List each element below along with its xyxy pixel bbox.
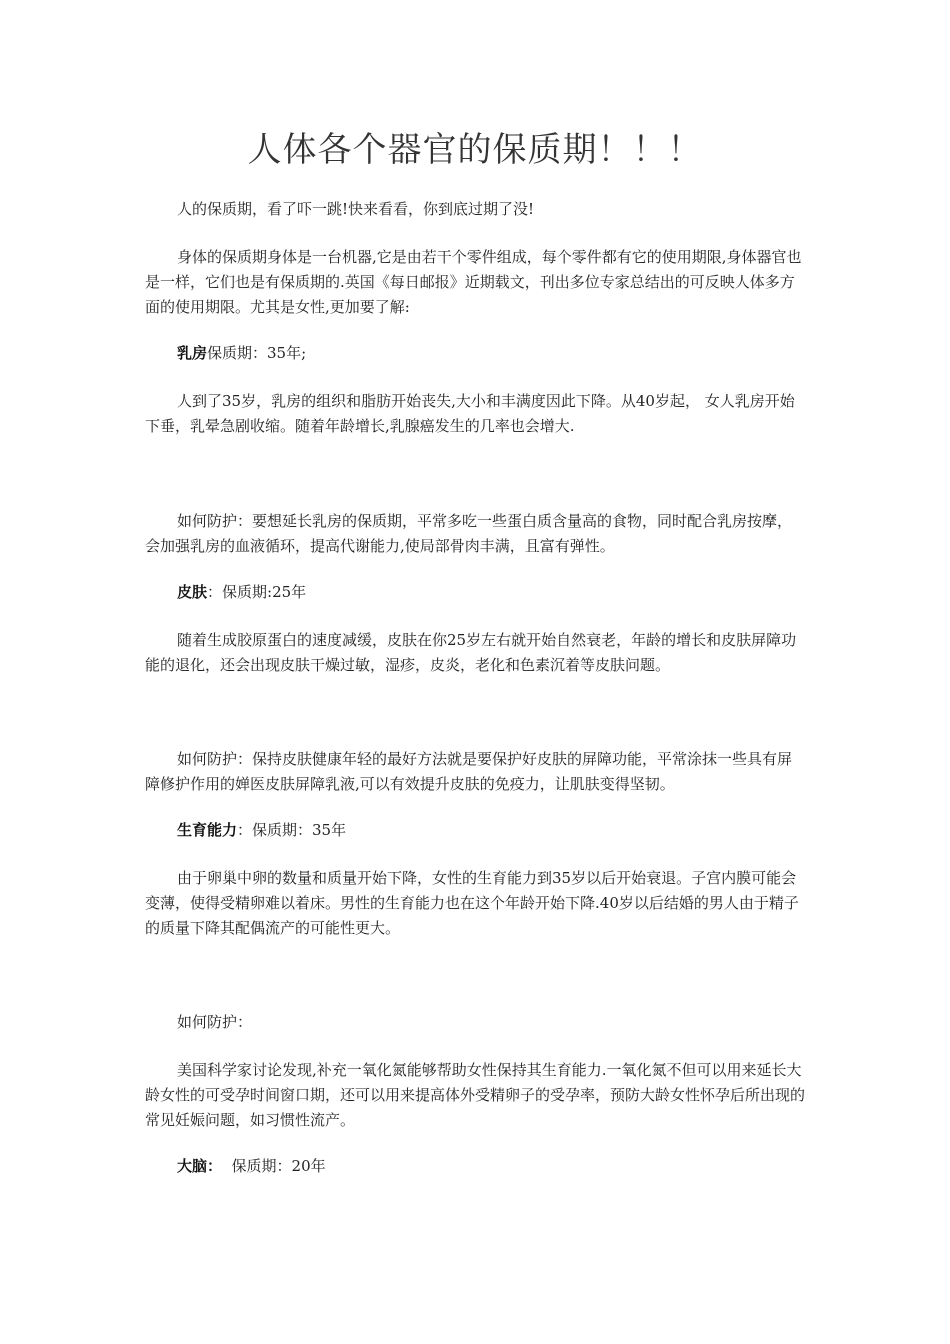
breast-description: 人到了35岁，乳房的组织和脂肪开始丧失,大小和丰满度因此下降。从40岁起， 女人乳房开始下垂，乳晕急剧收缩。随着年龄增长,乳腺癌发生的几率也会增大. (145, 392, 795, 435)
fertility-protection-detail: 美国科学家讨论发现,补充一氧化氮能够帮助女性保持其生育能力.一氧化氮不但可以用来延长大龄女性的可受孕时间窗口期，还可以用来提高体外受精卵子的受孕率，预防大龄女性怀孕后所出现的常见妊娠问题，如习惯性流产。 (145, 1061, 806, 1129)
skin-description: 随着生成胶原蛋白的速度减缓，皮肤在你25岁左右就开始自然衰老，年龄的增长和皮肤屏障功能的退化，还会出现皮肤干燥过敏，湿疹，皮炎，老化和色素沉着等皮肤问题。 (145, 631, 797, 674)
breast-protection: 如何防护：要想延长乳房的保质期，平常多吃一些蛋白质含量高的食物，同时配合乳房按摩，会加强乳房的血液循环，提高代谢能力,使局部骨肉丰满，且富有弹性。 (145, 512, 793, 555)
skin-heading (145, 580, 805, 605)
skin-protection: 如何防护：保持皮肤健康年轻的最好方法就是要保护好皮肤的屏障功能，平常涂抹一些具有屏障修护作用的婵医皮肤屏障乳液,可以有效提升皮肤的免疫力，让肌肤变得坚韧。 (145, 750, 793, 793)
fertility-label: 生育能力 (177, 821, 238, 839)
page-title: 人体各个器官的保质期！！！ (247, 130, 703, 170)
fertility-period: ：保质期：35年 (237, 821, 347, 839)
brain-label: 大脑： (177, 1157, 223, 1175)
brain-heading (145, 1154, 805, 1179)
breast-heading (145, 341, 805, 366)
skin-label: 皮肤 (177, 583, 208, 601)
fertility-heading (145, 818, 805, 843)
intro-paragraph: 人的保质期，看了吓一跳!快来看看，你到底过期了没! (177, 200, 535, 218)
brain-period: 保质期：20年 (222, 1157, 326, 1175)
breast-period: 保质期：35年; (207, 344, 307, 362)
fertility-description: 由于卵巢中卵的数量和质量开始下降，女性的生育能力到35岁以后开始衰退。子宫内膜可能会变薄，使得受精卵难以着床。男性的生育能力也在这个年龄开始下降.40岁以后结婚的男人由于精子的质量下降其配偶流产的可能性更大。 (145, 869, 799, 937)
skin-period: ：保质期:25年 (207, 583, 307, 601)
fertility-protection-heading: 如何防护： (177, 1013, 253, 1031)
breast-label: 乳房 (177, 344, 208, 362)
body-intro-paragraph: 身体的保质期身体是一台机器,它是由若干个零件组成，每个零件都有它的使用期限,身体器官也是一样，它们也是有保质期的.英国《每日邮报》近期载文，刊出多位专家总结出的可反映人体多方面的使用期限。尤其是女性,更加要了解: (145, 248, 802, 316)
